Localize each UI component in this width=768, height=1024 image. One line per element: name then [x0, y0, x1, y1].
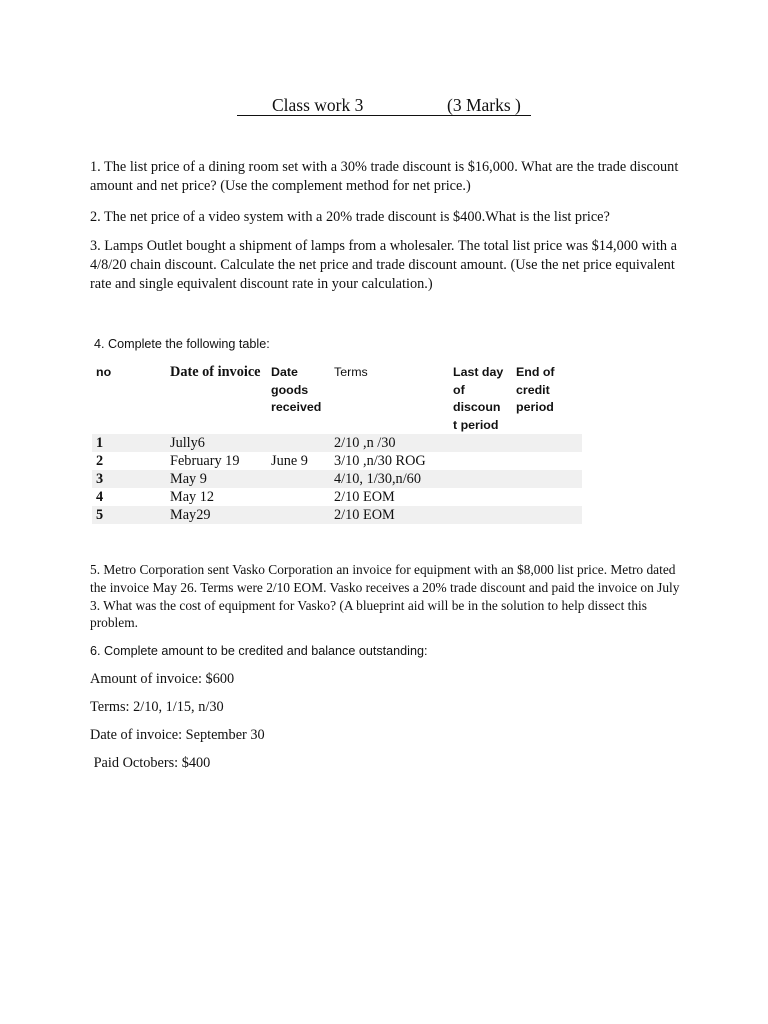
cell-terms: 2/10 EOM: [330, 506, 449, 524]
page-title: [237, 95, 531, 116]
table-row: [92, 470, 582, 488]
title-text: Class work 3: [272, 95, 364, 115]
question-4: 4. Complete the following table:: [94, 337, 270, 351]
header-terms: Terms: [334, 365, 368, 379]
question-5: 5. Metro Corporation sent Vasko Corporation an invoice for equipment with an $8,000 list price. Metro dated the invoice May 26. Terms were 2/10 EOM. Vasko receives a 20% trade discount and paid the invoice on July 3. What was the cost of equipment for Vasko? (A blueprint aid will be in the solution to help dissect this problem.: [90, 562, 680, 631]
cell-last-day: [449, 488, 512, 506]
question-6: 6. Complete amount to be credited and balance outstanding:: [90, 644, 428, 658]
cell-received: [267, 506, 330, 524]
question-3: 3. Lamps Outlet bought a shipment of lamps from a wholesaler. The total list price was $14,000 with a 4/8/20 chain discount. Calculate the net price and trade discount amount. (Use the net price equivalent rate and single equivalent discount rate in your calculation.): [90, 238, 677, 292]
invoice-terms: Terms: 2/10, 1/15, n/30: [90, 699, 224, 715]
cell-no: 4: [96, 489, 104, 505]
cell-date: May 9: [166, 470, 267, 488]
header-date-of-invoice: Date of invoice: [170, 364, 261, 380]
cell-last-day: [449, 470, 512, 488]
table-row: [92, 488, 582, 506]
cell-date: May29: [166, 506, 267, 524]
cell-received: [267, 470, 330, 488]
header-no: no: [96, 365, 112, 379]
cell-received: June 9: [271, 453, 308, 469]
cell-end: [512, 434, 582, 452]
cell-date: May 12: [170, 489, 215, 505]
cell-no: 1: [92, 434, 166, 452]
cell-end: [512, 488, 582, 506]
table-row: [92, 506, 582, 524]
header-date-goods-received: Date goods received: [271, 365, 322, 414]
title-marks: (3 Marks ): [447, 95, 521, 115]
cell-terms: 3/10 ,n/30 ROG: [334, 453, 426, 469]
cell-last-day: [449, 434, 512, 452]
cell-no: 5: [92, 506, 166, 524]
cell-last-day: [449, 506, 512, 524]
cell-last-day: [449, 452, 512, 470]
header-end-credit: End of credit period: [516, 365, 555, 414]
table-row: [92, 452, 582, 470]
cell-no: 2: [96, 453, 104, 469]
invoice-date: Date of invoice: September 30: [90, 727, 265, 743]
cell-received: [267, 434, 330, 452]
invoice-table: [92, 362, 582, 524]
cell-date: Jully6: [166, 434, 267, 452]
cell-terms: 4/10, 1/30,n/60: [330, 470, 449, 488]
question-1: 1. The list price of a dining room set with a 30% trade discount is $16,000. What are the trade discount amount and net price? (Use the complement method for net price.): [90, 159, 679, 194]
cell-end: [512, 452, 582, 470]
cell-end: [512, 470, 582, 488]
cell-received: [267, 488, 330, 506]
cell-no: 3: [92, 470, 166, 488]
header-last-day-discount: Last day of discoun t period: [453, 365, 504, 432]
cell-date: February 19: [170, 453, 240, 469]
cell-terms: 2/10 EOM: [334, 489, 395, 505]
table-row: [92, 434, 582, 452]
cell-end: [512, 506, 582, 524]
cell-terms: 2/10 ,n /30: [330, 434, 449, 452]
question-2: 2. The net price of a video system with a 20% trade discount is $400.What is the list price?: [90, 209, 610, 225]
invoice-amount: Amount of invoice: $600: [90, 671, 235, 687]
invoice-paid: Paid Octobers: $400: [90, 755, 211, 771]
table-header-row: [92, 362, 582, 434]
